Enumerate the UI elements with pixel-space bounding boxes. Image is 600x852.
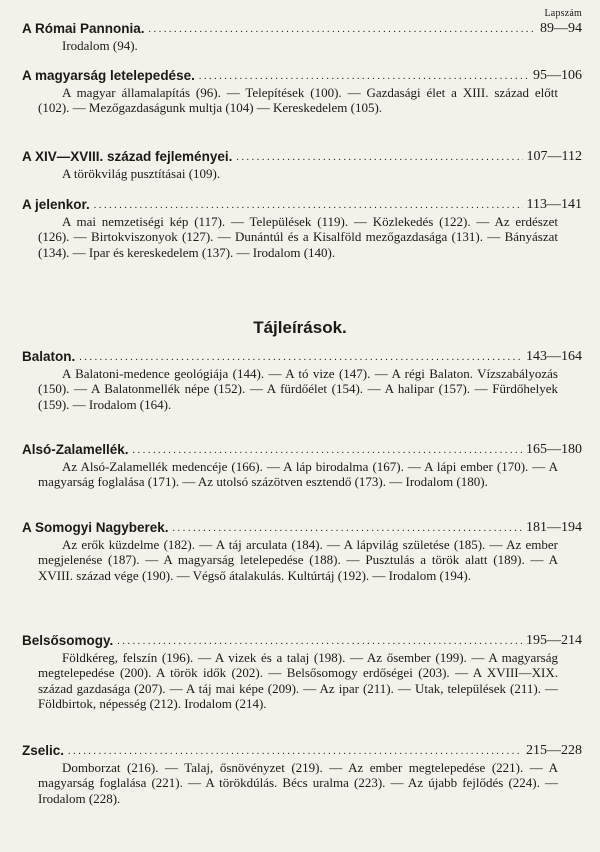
toc-entry-magyar-settlement	[22, 67, 582, 116]
toc-entry-also-zalamellek	[22, 441, 582, 490]
toc-entry-title-line	[22, 742, 582, 760]
dot-leader	[149, 25, 536, 35]
dot-leader	[199, 72, 529, 82]
toc-entry-pages: 89—94	[540, 21, 582, 36]
dot-leader	[117, 637, 522, 647]
toc-entry-pages: 107—112	[526, 149, 582, 164]
toc-entry-title: A Római Pannonia.	[22, 21, 145, 36]
toc-entry-description: A Balatoni-medence geológiája (144). — A tó vize (147). — A régi Balaton. Vízszabályozás (150). — A Balatonmellék népe (152). — A fürdőélet (154). — A halipar (157). — Fürdőhelyek (159). — Irodalom (164).	[38, 366, 558, 412]
toc-entry-title-line	[22, 148, 582, 166]
toc-entry-somogyi-nagyberek	[22, 519, 582, 583]
dot-leader	[133, 446, 522, 456]
toc-entry-description: Domborzat (216). — Talaj, ősnövényzet (219). — Az ember megtelepedése (221). — A magyarság foglalása (221). — A törökdúlás. Bécs uralma (223). — Az újabb fejlődés (224). — Irodalom (228).	[38, 760, 558, 806]
toc-entry-title: A jelenkor.	[22, 197, 90, 212]
toc-entry-description: Irodalom (94).	[62, 38, 138, 53]
toc-entry-14-18-century	[22, 148, 582, 181]
toc-entry-title: A magyarság letelepedése.	[22, 68, 195, 83]
dot-leader	[79, 353, 522, 363]
toc-entry-title: Belsősomogy.	[22, 633, 114, 648]
toc-entry-description: A törökvilág pusztításai (109).	[62, 166, 221, 181]
dot-leader	[173, 524, 522, 534]
toc-entry-pages: 113—141	[526, 197, 582, 212]
toc-entry-title-line	[22, 348, 582, 366]
toc-entry-description: Az erők küzdelme (182). — A táj arculata (184). — A lápvilág születése (185). — Az ember megjelenése (187). — A magyarság letelepedése (188). — Pusztulás a török alatt (189). — A XVIII. század vége (190). — Végső átalakulás. Kultúrtáj (192). — Irodalom (194).	[38, 537, 558, 583]
toc-entry-title-line	[22, 632, 582, 650]
toc-entry-title: Alsó-Zalamellék.	[22, 442, 129, 457]
toc-entry-pages: 181—194	[526, 520, 582, 535]
dot-leader	[68, 747, 522, 757]
toc-entry-pages: 95—106	[533, 68, 582, 83]
toc-entry-title-line	[22, 441, 582, 459]
toc-entry-title: A XIV—XVIII. század fejleményei.	[22, 149, 233, 164]
toc-entry-pages: 143—164	[526, 349, 582, 364]
toc-entry-description: Az Alsó-Zalamellék medencéje (166). — A láp birodalma (167). — A lápi ember (170). — A magyarság foglalása (171). — Az utolsó százötven esztendő (173). — Irodalom (180).	[38, 459, 558, 490]
toc-entry-title-line	[22, 67, 582, 85]
toc-entry-roman-pannonia	[22, 20, 582, 53]
page-number-column-header: Lapszám	[544, 8, 582, 19]
toc-entry-title: Balaton.	[22, 349, 76, 364]
section-heading: Tájleírások.	[253, 318, 347, 337]
toc-entry-belsosomogy	[22, 632, 582, 712]
toc-entry-pages: 215—228	[526, 743, 582, 758]
toc-entry-zselic	[22, 742, 582, 806]
toc-entry-description: Földkéreg, felszín (196). — A vizek és a talaj (198). — Az ősember (199). — A magyarság megtelepedése (200). A török idők (202). — Belsősomogy erdőségei (203). — A XVIII—XIX. század gazdasága (207). — A táj mai képe (209). — Az ipar (211). — Utak, települések (211). — Földbirtok, népesség (212). Irodalom (214).	[38, 650, 558, 712]
toc-entry-balaton	[22, 348, 582, 412]
dot-leader	[236, 153, 522, 163]
toc-entry-title-line	[22, 20, 582, 38]
toc-entry-description: A mai nemzetiségi kép (117). — Települések (119). — Közlekedés (122). — Az erdészet (126). — Birtokviszonyok (127). — Dunántúl és a Kisalföld mezőgazdasága (131). — Bányászat (134). — Ipar és kereskedelem (137). — Irodalom (140).	[38, 214, 558, 260]
dot-leader	[94, 201, 523, 211]
toc-entry-pages: 195—214	[526, 633, 582, 648]
toc-entry-title: Zselic.	[22, 743, 65, 758]
toc-entry-title: A Somogyi Nagyberek.	[22, 520, 169, 535]
toc-entry-title-line	[22, 519, 582, 537]
toc-entry-title-line	[22, 196, 582, 214]
toc-entry-present-day	[22, 196, 582, 260]
toc-entry-description: A magyar államalapítás (96). — Telepítések (100). — Gazdasági élet a XIII. század előtt (102). — Mezőgazdaságunk multja (104) — Kereskedelem (105).	[38, 85, 558, 116]
toc-entry-pages: 165—180	[526, 442, 582, 457]
